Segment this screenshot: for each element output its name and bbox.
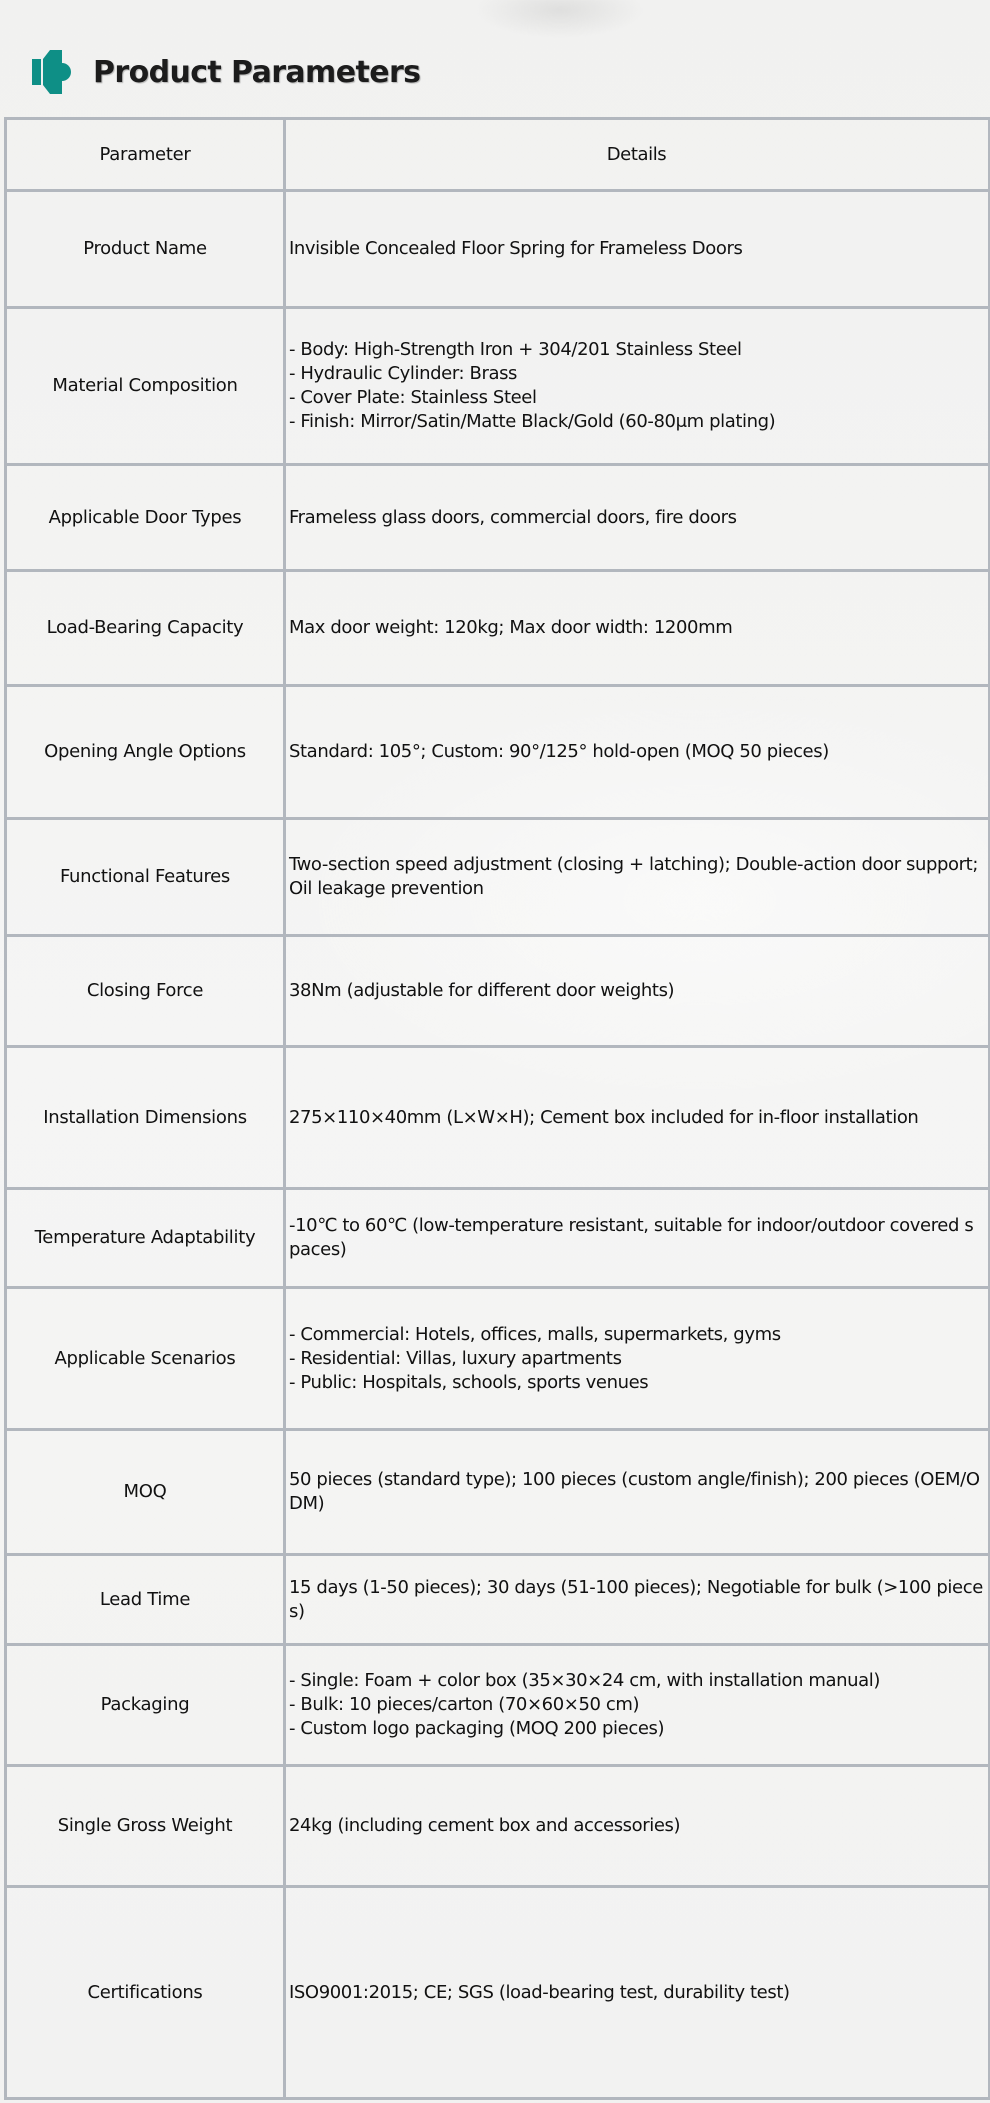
parameter-details	[285, 1766, 990, 1887]
table-row	[6, 1555, 990, 1645]
detail-line: - Cover Plate: Stainless Steel	[289, 387, 537, 408]
table-row	[6, 571, 990, 686]
table-row	[6, 1288, 990, 1430]
detail-line: - Commercial: Hotels, offices, malls, supermarkets, gyms	[289, 1323, 781, 1345]
parameter-name: Material Composition	[6, 308, 285, 465]
detail-line: - Residential: Villas, luxury apartments	[289, 1347, 622, 1369]
parameter-name: Certifications	[6, 1887, 285, 2099]
parameter-name: Packaging	[6, 1645, 285, 1766]
table-row	[6, 308, 990, 465]
parameter-details	[285, 1288, 990, 1430]
detail-line: 275×110×40mm (L×W×H); Cement box included for in-floor installation	[289, 1106, 919, 1128]
detail-line: Invisible Concealed Floor Spring for Frameless Doors	[289, 238, 743, 259]
parameter-name: Load-Bearing Capacity	[6, 571, 285, 686]
parameter-details	[285, 686, 990, 819]
detail-line: - Custom logo packaging (MOQ 200 pieces)	[289, 1718, 665, 1739]
parameter-name: Product Name	[6, 191, 285, 308]
detail-line: Standard: 105°; Custom: 90°/125° hold-open (MOQ 50 pieces)	[289, 741, 829, 762]
parameter-details	[285, 1430, 990, 1555]
detail-line: - Body: High-Strength Iron + 304/201 Stainless Steel	[289, 339, 742, 360]
detail-line: 24kg (including cement box and accessories)	[289, 1815, 681, 1836]
speaker-bookmark-icon	[32, 50, 72, 94]
detail-line: - Finish: Mirror/Satin/Matte Black/Gold (60-80μm plating)	[289, 411, 776, 432]
parameter-name: Opening Angle Options	[6, 686, 285, 819]
table-row	[6, 1766, 990, 1887]
parameter-name: Single Gross Weight	[6, 1766, 285, 1887]
parameter-details	[285, 1645, 990, 1766]
table-row	[6, 191, 990, 308]
parameter-name: Functional Features	[6, 819, 285, 936]
detail-line: 38Nm (adjustable for different door weights)	[289, 980, 675, 1001]
detail-line: Two-section speed adjustment (closing + latching); Double-action door support; Oil leakage prevention	[289, 854, 984, 899]
parameter-details	[285, 936, 990, 1047]
table-row	[6, 465, 990, 571]
table-row	[6, 1430, 990, 1555]
parameters-table	[4, 117, 990, 2100]
section-header	[32, 50, 420, 94]
detail-line: Frameless glass doors, commercial doors, fire doors	[289, 506, 737, 528]
detail-line: - Public: Hospitals, schools, sports venues	[289, 1371, 649, 1393]
parameter-details	[285, 571, 990, 686]
parameter-name: Lead Time	[6, 1555, 285, 1645]
table-row	[6, 819, 990, 936]
column-header-details: Details	[285, 119, 990, 191]
parameter-name: Applicable Door Types	[6, 465, 285, 571]
table-row	[6, 936, 990, 1047]
parameter-name: MOQ	[6, 1430, 285, 1555]
detail-line: Max door weight: 120kg; Max door width: 1200mm	[289, 617, 733, 638]
table-header-row	[6, 119, 990, 191]
table-row	[6, 1047, 990, 1189]
table-row	[6, 1887, 990, 2099]
parameter-name: Temperature Adaptability	[6, 1189, 285, 1288]
detail-line: -10℃ to 60℃ (low-temperature resistant, suitable for indoor/outdoor covered spaces)	[289, 1215, 974, 1260]
parameter-name: Closing Force	[6, 936, 285, 1047]
detail-line: - Bulk: 10 pieces/carton (70×60×50 cm)	[289, 1694, 640, 1715]
detail-line: ISO9001:2015; CE; SGS (load-bearing test, durability test)	[289, 1981, 790, 2003]
parameter-details	[285, 1047, 990, 1189]
parameter-details	[285, 465, 990, 571]
parameter-details	[285, 819, 990, 936]
table-row	[6, 1189, 990, 1288]
parameter-name: Installation Dimensions	[6, 1047, 285, 1189]
parameter-details	[285, 1555, 990, 1645]
page-title: Product Parameters	[93, 54, 421, 90]
column-header-parameter: Parameter	[6, 119, 285, 191]
parameter-name: Applicable Scenarios	[6, 1288, 285, 1430]
detail-line: - Single: Foam + color box (35×30×24 cm, with installation manual)	[289, 1670, 881, 1691]
parameter-details	[285, 1189, 990, 1288]
parameter-details	[285, 191, 990, 308]
detail-line: - Hydraulic Cylinder: Brass	[289, 363, 518, 384]
detail-line: 50 pieces (standard type); 100 pieces (custom angle/finish); 200 pieces (OEM/ODM)	[289, 1469, 980, 1514]
detail-line: 15 days (1-50 pieces); 30 days (51-100 pieces); Negotiable for bulk (>100 pieces)	[289, 1576, 983, 1622]
table-row	[6, 686, 990, 819]
parameter-details	[285, 308, 990, 465]
parameter-details	[285, 1887, 990, 2099]
table-row	[6, 1645, 990, 1766]
